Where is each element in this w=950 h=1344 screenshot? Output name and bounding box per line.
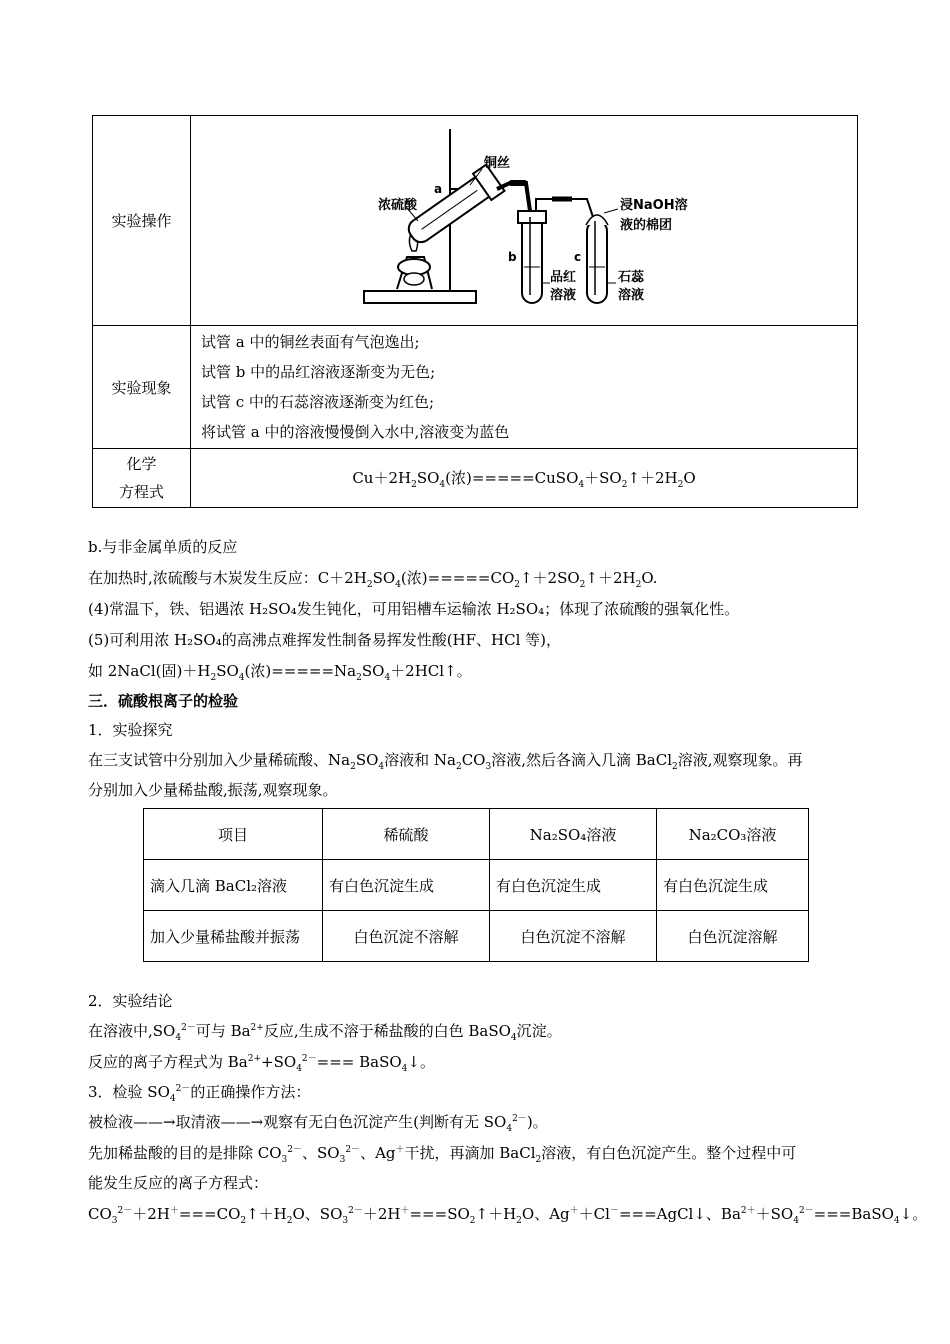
row2-cell: 白色沉淀溶解 [657, 911, 809, 962]
conclusion-line-1: 在溶液中$,SO_4^{2-}$可与 $Ba^{2+}$反应,生成不溶于稀盐酸的白色 BaSO$_4$沉淀。 [88, 1022, 562, 1043]
phenomenon-cell [191, 326, 858, 449]
ionic-equations: $CO_3^{2-}+2H^+===CO_2↑+H_2O$、$SO_3^{2-}+2H^+===SO_2↑+H_2O$、Ag＋＋Cl－===AgCl↓、$Ba^{2+}+SO_4^{2-}===BaSO_4↓$。 [88, 1205, 928, 1226]
label-tongsi: 铜丝 [484, 156, 511, 171]
label-shirui-2: 溶液 [618, 288, 645, 303]
operation-label: 实验操作 [93, 116, 191, 326]
subsection-2-title: 2．实验结论 [88, 992, 173, 1010]
procedure-line: 被检液——→取清液——→观察有无白色沉淀产生(判断有无 $SO_4^{2-}$)。 [88, 1113, 548, 1134]
header-na2so4: Na₂SO₄溶液 [490, 809, 657, 860]
phenomenon-line: 试管 b 中的品红溶液逐渐变为无色; [201, 363, 436, 381]
apparatus-diagram-cell [191, 116, 858, 326]
label-a: a [434, 182, 443, 196]
label-c: c [574, 250, 582, 264]
row1-label: 滴入几滴 BaCl₂溶液 [144, 860, 323, 911]
row1-cell: 有白色沉淀生成 [657, 860, 809, 911]
section-3-title: 三．硫酸根离子的检验 [88, 692, 239, 710]
header-na2co3: Na₂CO₃溶液 [657, 809, 809, 860]
header-item: 项目 [144, 809, 323, 860]
intro-line-2: 分别加入少量稀盐酸,振荡,观察现象。 [88, 781, 338, 799]
label-pinhong-1: 品红 [550, 270, 577, 285]
label-naoh-1: 浸NaOH溶 [620, 198, 688, 213]
label-b: b [508, 250, 517, 264]
phenomenon-label: 实验现象 [93, 326, 191, 449]
label-shirui-1: 石蕊 [618, 270, 645, 285]
label-naoh-2: 液的棉团 [620, 218, 673, 233]
volatile-acid-text: (5)可利用浓 H₂SO₄的高沸点难挥发性制备易挥发性酸(HF、HCl 等)， [88, 631, 562, 649]
purpose-line-2: 能发生反应的离子方程式： [88, 1174, 269, 1192]
row2-cell: 白色沉淀不溶解 [323, 911, 490, 962]
purpose-line-1: 先加稀盐酸的目的是排除 $CO_3^{2-}$、$SO_3^{2-}$、Ag＋干扰，再滴加 BaCl$_2$溶液，有白色沉淀产生。整个过程中可 [88, 1144, 797, 1165]
b-title: b.与非金属单质的反应 [88, 538, 238, 556]
apparatus-diagram [192, 117, 856, 324]
nacl-reaction: 如 2NaCl(固)$+H_2SO_4$(浓)$=====Na_2SO_4+2HCl↑$。 [88, 662, 472, 683]
passivation-text: (4)常温下，铁、铝遇浓 H₂SO₄发生钝化，可用铝槽车运输浓 H₂SO₄；体现了浓硫酸的强氧化性。 [88, 600, 740, 618]
row2-label: 加入少量稀盐酸并振荡 [144, 911, 323, 962]
label-pinhong-2: 溶液 [550, 288, 577, 303]
row1-cell: 有白色沉淀生成 [490, 860, 657, 911]
carbon-reaction: 在加热时,浓硫酸与木炭发生反应：$C+2H_2SO_4$(浓)$=====CO_2↑+2SO_2↑+2H_2O$. [88, 569, 658, 590]
intro-line-1: 在三支试管中分别加入少量稀硫酸、$Na_2SO_4$溶液和 $Na_2CO_3$溶液,然后各滴入几滴 BaCl$_2$溶液,观察现象。再 [88, 751, 803, 772]
subsection-1-title: 1．实验探究 [88, 721, 173, 739]
subsection-3-title: 3．检验 $SO_4^{2-}$的正确操作方法： [88, 1083, 311, 1104]
experiment-table [92, 115, 858, 508]
row2-cell: 白色沉淀不溶解 [490, 911, 657, 962]
phenomenon-line: 将试管 a 中的溶液慢慢倒入水中,溶液变为蓝色 [201, 423, 510, 441]
phenomenon-line: 试管 c 中的石蕊溶液逐渐变为红色; [201, 393, 434, 411]
row1-cell: 有白色沉淀生成 [323, 860, 490, 911]
phenomenon-line: 试管 a 中的铜丝表面有气泡逸出; [201, 333, 420, 351]
header-dilute-h2so4: 稀硫酸 [323, 809, 490, 860]
sulfate-test-table [143, 808, 809, 962]
equation-label: 化学 方程式 [93, 449, 191, 508]
equation-cell: $Cu+2H_2SO_4$(浓)$=====CuSO_4+SO_2↑+2H_2O$ [191, 449, 858, 508]
label-nongliusuan: 浓硫酸 [378, 198, 418, 213]
conclusion-line-2: 反应的离子方程式为 $Ba^{2+}+SO_4^{2-}===$ BaSO$_4$↓。 [88, 1053, 435, 1074]
